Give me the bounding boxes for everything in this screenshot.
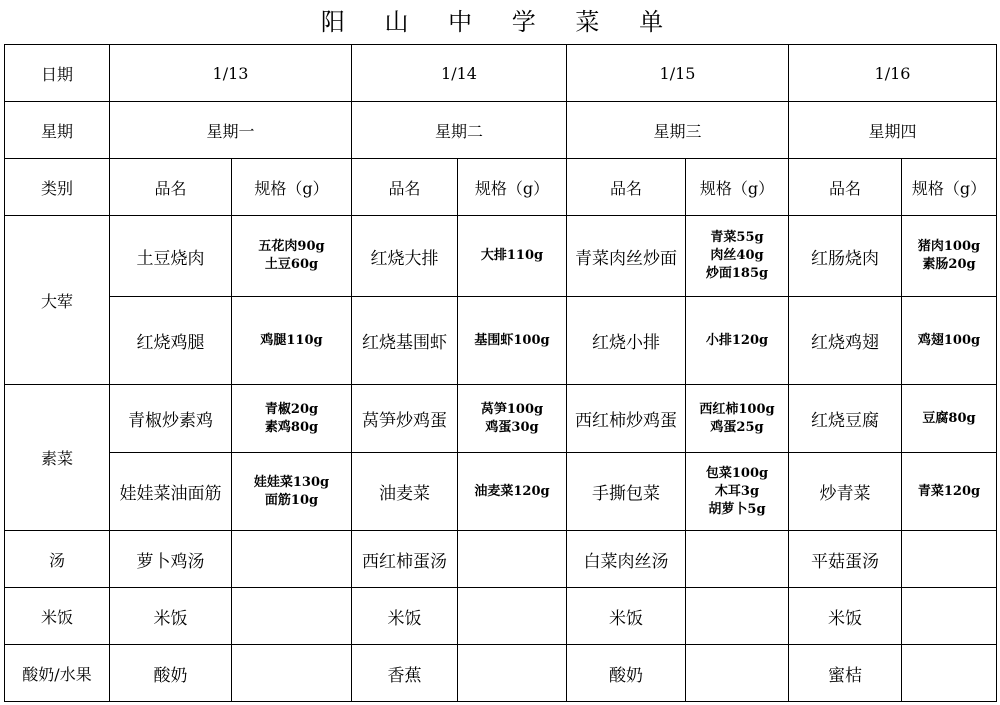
dish-spec <box>232 297 352 385</box>
soup-spec-empty <box>458 531 567 588</box>
dish-name: 青菜肉丝炒面 <box>567 216 686 297</box>
dish-name: 红烧基围虾 <box>352 297 458 385</box>
col-header-spec: 规格（g） <box>902 159 997 216</box>
spec-line: 五花肉90g <box>258 239 325 254</box>
dessert-dish: 香蕉 <box>352 645 458 702</box>
dessert-spec-empty <box>232 645 352 702</box>
veg-row <box>5 453 997 531</box>
col-header-dish: 品名 <box>110 159 232 216</box>
spec-line: 西红柿100g <box>699 401 775 417</box>
dessert-spec-empty <box>458 645 567 702</box>
row-label-dessert: 酸奶/水果 <box>5 645 110 702</box>
col-header-dish: 品名 <box>352 159 458 216</box>
rice-spec-empty <box>686 588 789 645</box>
dish-spec <box>458 297 567 385</box>
dish-spec <box>902 385 997 453</box>
dish-name: 红肠烧肉 <box>789 216 902 297</box>
date-cell: 1/13 <box>110 45 352 102</box>
rice-dish: 米饭 <box>110 588 232 645</box>
rice-dish: 米饭 <box>567 588 686 645</box>
dish-name: 手撕包菜 <box>567 453 686 531</box>
spec-line: 娃娃菜130g <box>253 474 330 490</box>
dish-spec <box>902 297 997 385</box>
weekday-cell: 星期三 <box>567 102 789 159</box>
spec-line: 青菜120g <box>917 483 981 499</box>
soup-spec-empty <box>232 531 352 588</box>
spec-line: 胡萝卜5g <box>708 501 766 517</box>
spec-line: 素鸡80g <box>264 419 319 435</box>
dish-spec <box>232 216 352 297</box>
dish-name: 油麦菜 <box>352 453 458 531</box>
row-label-weekday: 星期 <box>5 102 110 159</box>
spec-line: 鸡翅100g <box>917 332 981 348</box>
dish-name: 红烧小排 <box>567 297 686 385</box>
spec-line: 鸡蛋25g <box>710 419 764 435</box>
dish-name: 土豆烧肉 <box>110 216 232 297</box>
weekday-cell: 星期四 <box>789 102 997 159</box>
spec-line: 面筋10g <box>264 492 319 508</box>
spec-line: 鸡蛋30g <box>485 419 539 435</box>
dish-name: 红烧豆腐 <box>789 385 902 453</box>
dish-spec <box>686 216 789 297</box>
soup-spec-empty <box>902 531 997 588</box>
row-label-category: 类别 <box>5 159 110 216</box>
spec-line: 土豆60g <box>264 257 319 272</box>
soup-dish: 萝卜鸡汤 <box>110 531 232 588</box>
spec-line: 小排120g <box>705 332 769 348</box>
rice-dish: 米饭 <box>352 588 458 645</box>
spec-line: 基围虾100g <box>474 332 550 348</box>
dish-name: 红烧鸡翅 <box>789 297 902 385</box>
soup-spec-empty <box>686 531 789 588</box>
spec-line: 肉丝40g <box>710 248 764 263</box>
menu-title: 阳 山 中 学 菜 单 <box>320 8 680 36</box>
dessert-spec-empty <box>902 645 997 702</box>
dish-name: 西红柿炒鸡蛋 <box>567 385 686 453</box>
category-row <box>5 159 997 216</box>
spec-line: 莴笋100g <box>480 401 544 417</box>
spec-line: 炒面185g <box>705 266 769 281</box>
spec-line: 包菜100g <box>705 465 769 481</box>
spec-line: 青椒20g <box>264 401 319 417</box>
weekday-cell: 星期二 <box>352 102 567 159</box>
soup-dish: 平菇蛋汤 <box>789 531 902 588</box>
dish-spec <box>232 453 352 531</box>
spec-line: 鸡腿110g <box>260 332 323 348</box>
dish-spec <box>232 385 352 453</box>
dish-spec <box>686 385 789 453</box>
main-row <box>5 216 997 297</box>
dish-name: 红烧大排 <box>352 216 458 297</box>
rice-row <box>5 588 997 645</box>
dish-spec <box>458 216 567 297</box>
main-row <box>5 297 997 385</box>
soup-dish: 西红柿蛋汤 <box>352 531 458 588</box>
rice-spec-empty <box>902 588 997 645</box>
spec-line: 豆腐80g <box>922 410 976 426</box>
row-label-soup: 汤 <box>5 531 110 588</box>
dish-spec <box>902 453 997 531</box>
dish-name: 莴笋炒鸡蛋 <box>352 385 458 453</box>
date-cell: 1/16 <box>789 45 997 102</box>
rice-spec-empty <box>232 588 352 645</box>
date-cell: 1/15 <box>567 45 789 102</box>
spec-line: 大排110g <box>480 248 544 263</box>
dish-spec <box>902 216 997 297</box>
dish-spec <box>686 453 789 531</box>
dish-name: 红烧鸡腿 <box>110 297 232 385</box>
menu-table-body <box>5 45 997 702</box>
dish-name: 娃娃菜油面筋 <box>110 453 232 531</box>
spec-line: 青菜55g <box>710 230 764 245</box>
dish-name: 炒青菜 <box>789 453 902 531</box>
spec-line: 素肠20g <box>922 257 976 272</box>
spec-line: 木耳3g <box>714 483 760 499</box>
dish-spec <box>458 453 567 531</box>
rice-spec-empty <box>458 588 567 645</box>
spec-line: 油麦菜120g <box>474 483 550 499</box>
dish-spec <box>686 297 789 385</box>
col-header-dish: 品名 <box>567 159 686 216</box>
dessert-dish: 酸奶 <box>110 645 232 702</box>
col-header-spec: 规格（g） <box>232 159 352 216</box>
row-label-main: 大荤 <box>5 216 110 385</box>
veg-row <box>5 385 997 453</box>
soup-dish: 白菜肉丝汤 <box>567 531 686 588</box>
dessert-spec-empty <box>686 645 789 702</box>
row-label-veg: 素菜 <box>5 385 110 531</box>
spec-line: 猪肉100g <box>917 239 981 254</box>
soup-row <box>5 531 997 588</box>
col-header-dish: 品名 <box>789 159 902 216</box>
menu-table <box>4 44 997 702</box>
dessert-row <box>5 645 997 702</box>
col-header-spec: 规格（g） <box>686 159 789 216</box>
row-label-rice: 米饭 <box>5 588 110 645</box>
dessert-dish: 酸奶 <box>567 645 686 702</box>
weekday-row <box>5 102 997 159</box>
col-header-spec: 规格（g） <box>458 159 567 216</box>
row-label-date: 日期 <box>5 45 110 102</box>
weekday-cell: 星期一 <box>110 102 352 159</box>
rice-dish: 米饭 <box>789 588 902 645</box>
dish-name: 青椒炒素鸡 <box>110 385 232 453</box>
date-row <box>5 45 997 102</box>
dish-spec <box>458 385 567 453</box>
dessert-dish: 蜜桔 <box>789 645 902 702</box>
date-cell: 1/14 <box>352 45 567 102</box>
